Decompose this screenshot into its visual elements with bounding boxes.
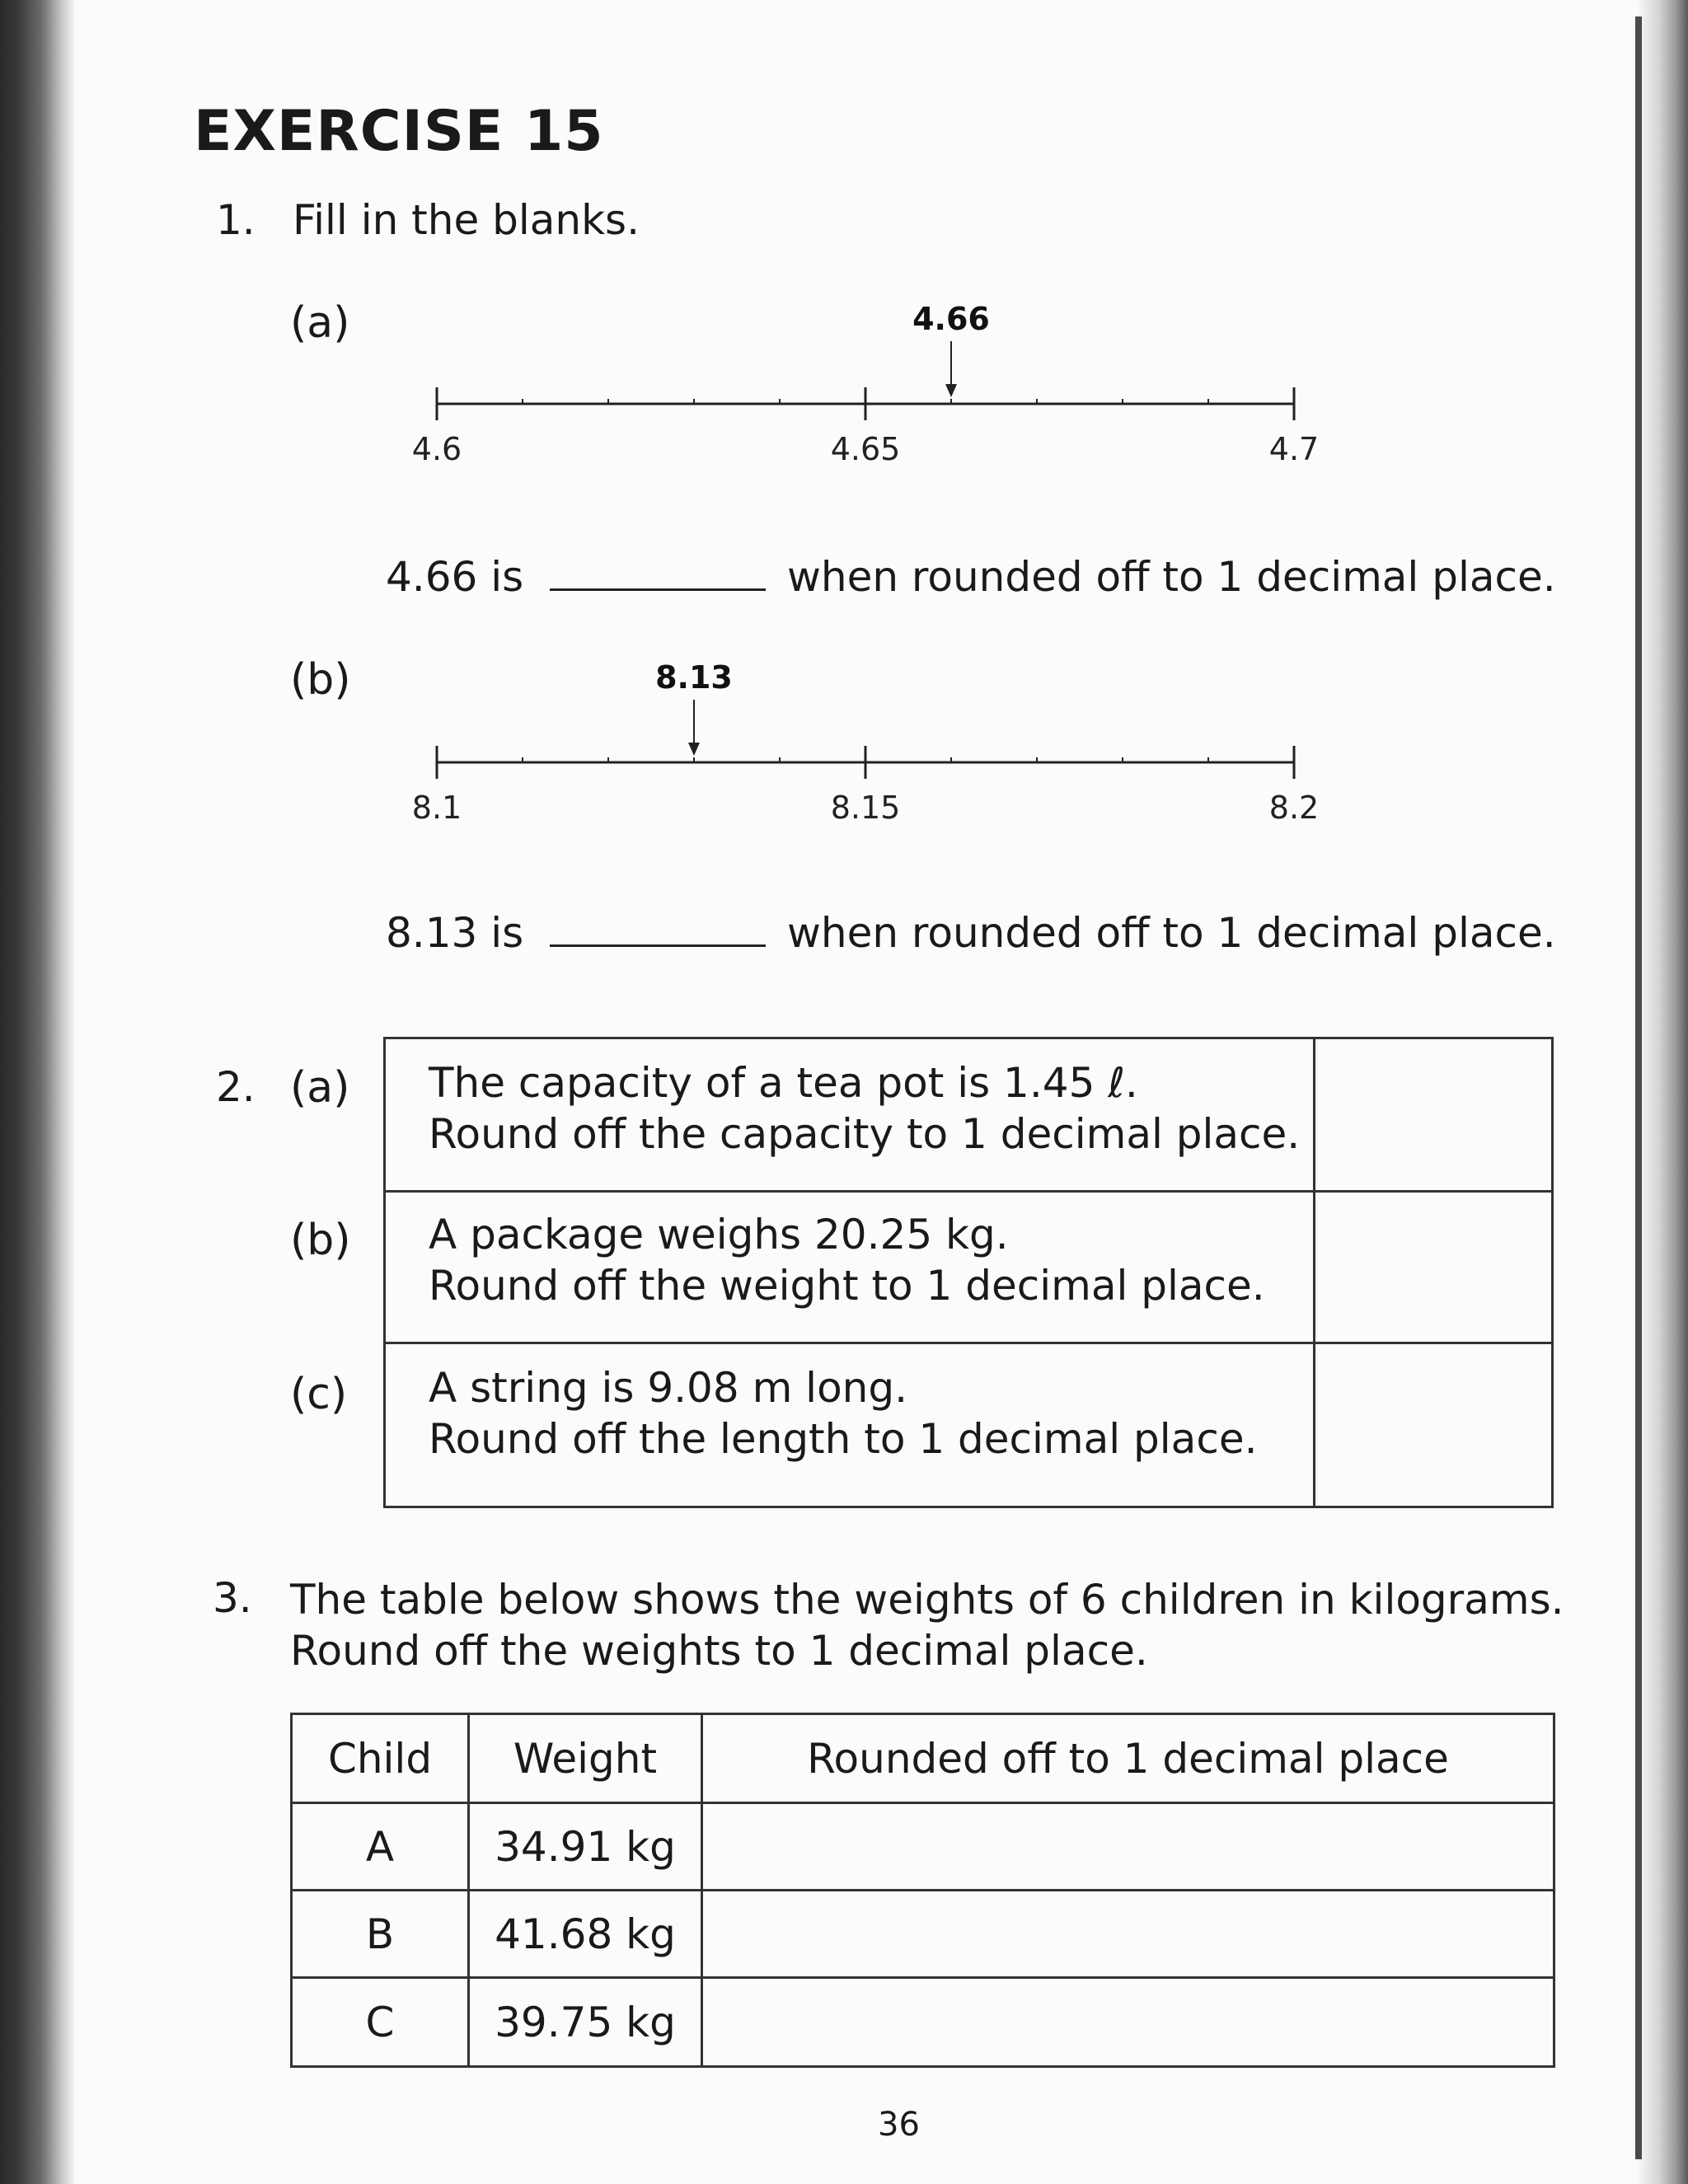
number-line-a-tick-label: 4.7 bbox=[1268, 431, 1319, 467]
q2a-answer-cell[interactable] bbox=[1315, 1039, 1551, 1190]
q2a-line1: The capacity of a tea pot is 1.45 ℓ. bbox=[429, 1059, 1138, 1107]
q2-box bbox=[383, 1037, 1554, 1508]
number-line-a-tick-label: 4.6 bbox=[411, 431, 462, 467]
q1a-label: (a) bbox=[290, 298, 350, 348]
number-line-b-tick-label: 8.1 bbox=[411, 790, 462, 826]
q2a-text bbox=[429, 1057, 1300, 1160]
q1a-sentence-after: when rounded off to 1 decimal place. bbox=[786, 553, 1556, 601]
q2b-text bbox=[429, 1209, 1265, 1311]
number-line-a-tick-label: 4.65 bbox=[830, 431, 901, 467]
q2a-label: (a) bbox=[290, 1063, 350, 1113]
q2-number: 2. bbox=[216, 1063, 256, 1111]
q2c-line1: A string is 9.08 m long. bbox=[429, 1364, 907, 1412]
number-line-b-tick-label: 8.15 bbox=[830, 790, 901, 826]
q3-number: 3. bbox=[213, 1574, 252, 1622]
weights-table bbox=[290, 1713, 1555, 2068]
weight-cell: 41.68 kg bbox=[469, 1891, 702, 1978]
child-cell: B bbox=[292, 1891, 469, 1978]
q1b-label: (b) bbox=[290, 655, 351, 705]
q2b-line1: A package weighs 20.25 kg. bbox=[429, 1211, 1009, 1258]
page-binding-shadow bbox=[0, 0, 74, 2184]
child-cell: A bbox=[292, 1803, 469, 1891]
q2b-label: (b) bbox=[290, 1216, 351, 1265]
q1b-answer-blank[interactable] bbox=[550, 907, 766, 947]
q2c-text bbox=[429, 1362, 1257, 1465]
number-line-b-tick-label: 8.2 bbox=[1268, 790, 1319, 826]
weight-cell: 39.75 kg bbox=[469, 1978, 702, 2067]
page-edge-shadow bbox=[1639, 0, 1688, 2184]
q2b-answer-cell[interactable] bbox=[1315, 1193, 1551, 1342]
number-line-a bbox=[396, 297, 1319, 478]
weight-cell: 34.91 kg bbox=[469, 1803, 702, 1891]
number-line-a-marker-arrow-head bbox=[945, 384, 957, 397]
q2b-line2: Round off the weight to 1 decimal place. bbox=[429, 1262, 1265, 1310]
q1b-sentence bbox=[386, 907, 1556, 957]
number-line-a-marker-label: 4.66 bbox=[912, 301, 990, 337]
q2c-label: (c) bbox=[290, 1370, 348, 1419]
page-number: 36 bbox=[878, 2106, 920, 2144]
table-row bbox=[292, 1803, 1554, 1891]
q1b-sentence-before: 8.13 is bbox=[386, 909, 524, 957]
rounded-answer-cell[interactable] bbox=[702, 1803, 1554, 1891]
header-child: Child bbox=[292, 1714, 469, 1803]
header-rounded: Rounded off to 1 decimal place bbox=[702, 1714, 1554, 1803]
number-line-b-marker-label: 8.13 bbox=[655, 659, 733, 696]
q1a-sentence-before: 4.66 is bbox=[386, 553, 524, 601]
q3-line2: Round off the weights to 1 decimal place. bbox=[290, 1627, 1148, 1675]
q1a-sentence bbox=[386, 551, 1556, 601]
q1-number: 1. bbox=[216, 196, 256, 244]
rounded-answer-cell[interactable] bbox=[702, 1978, 1554, 2067]
q2c-line2: Round off the length to 1 decimal place. bbox=[429, 1415, 1258, 1463]
q3-line1: The table below shows the weights of 6 children in kilograms. bbox=[290, 1576, 1564, 1624]
table-header-row bbox=[292, 1714, 1554, 1803]
q1a-answer-blank[interactable] bbox=[550, 551, 766, 591]
number-line-b bbox=[396, 655, 1319, 837]
header-weight: Weight bbox=[469, 1714, 702, 1803]
q2a-line2: Round off the capacity to 1 decimal place. bbox=[429, 1110, 1301, 1158]
page-title: EXERCISE 15 bbox=[194, 99, 604, 164]
table-row bbox=[292, 1978, 1554, 2067]
rounded-answer-cell[interactable] bbox=[702, 1891, 1554, 1978]
q1-instruction: Fill in the blanks. bbox=[293, 196, 640, 244]
page-edge-line bbox=[1635, 16, 1642, 2159]
number-line-b-marker-arrow-head bbox=[688, 743, 700, 756]
child-cell: C bbox=[292, 1978, 469, 2067]
q1b-sentence-after: when rounded off to 1 decimal place. bbox=[786, 909, 1556, 957]
table-row bbox=[292, 1891, 1554, 1978]
q2c-answer-cell[interactable] bbox=[1315, 1344, 1551, 1506]
q3-instruction bbox=[290, 1574, 1564, 1676]
